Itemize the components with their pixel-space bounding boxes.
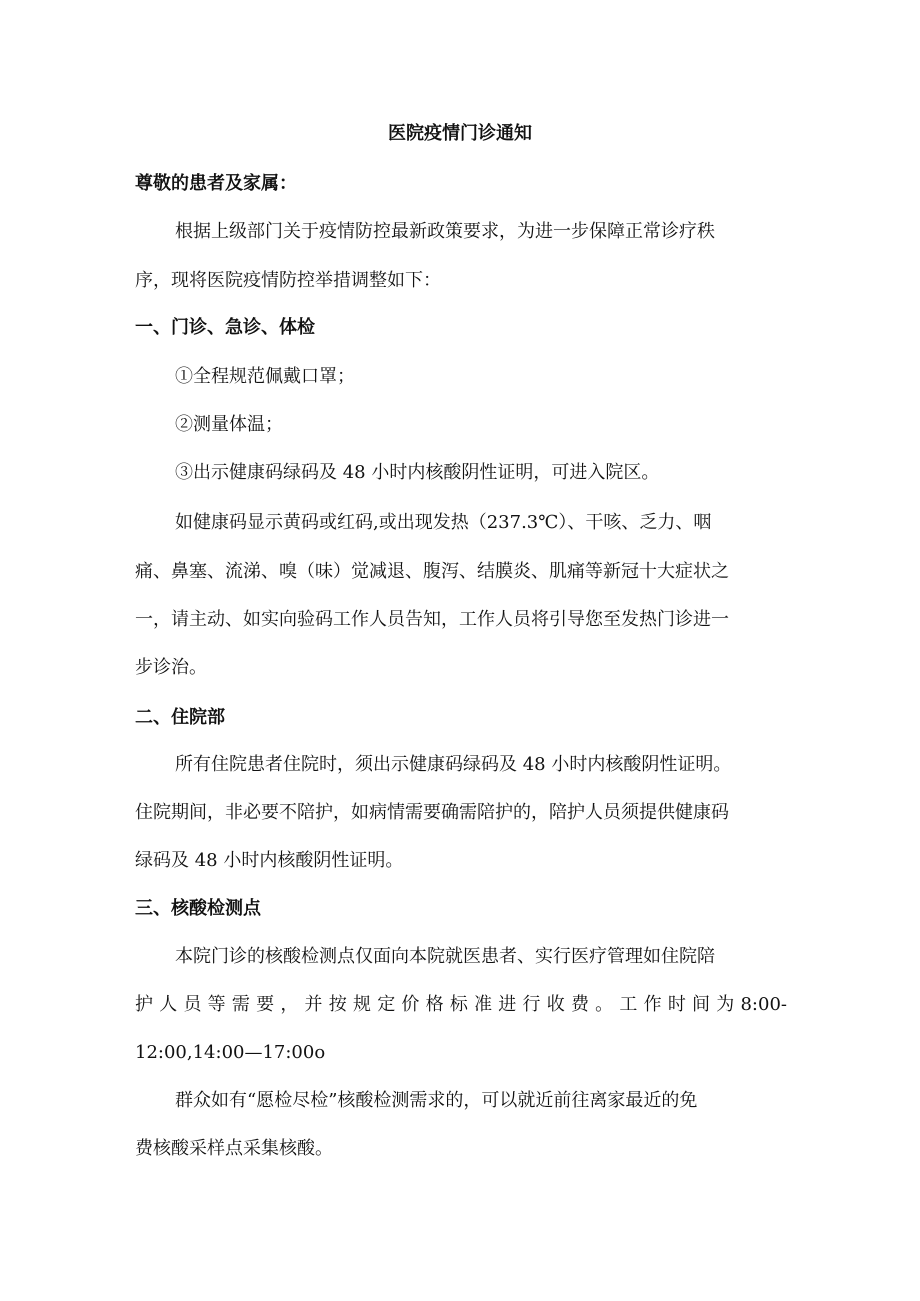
- text-fragment: 员: [183, 994, 202, 1015]
- text-fragment: 间: [692, 994, 711, 1015]
- list-item: ①全程规范佩戴口罩；: [175, 366, 355, 387]
- text-fragment: 价: [401, 994, 420, 1015]
- text-fragment: 并: [304, 994, 323, 1015]
- paragraph-line: 痛、鼻塞、流涕、嗅（味）觉减退、腹泻、结膜炎、肌痛等新冠十大症状之: [135, 561, 729, 582]
- section-heading-nucleic-acid: 三、核酸检测点: [135, 898, 261, 919]
- paragraph-line: 绿码及 48 小时内核酸阴性证明。: [135, 850, 404, 871]
- paragraph-line: 群众如有“愿检尽检”核酸检测需求的，可以就近前往离家最近的免: [175, 1090, 698, 1111]
- text-fragment: 8:00-: [740, 994, 787, 1015]
- text-fragment: 行: [522, 994, 541, 1015]
- document-title: 医院疫情门诊通知: [388, 123, 532, 144]
- text-fragment: 标: [449, 994, 468, 1015]
- text-fragment: 规: [352, 994, 371, 1015]
- text-fragment: 按: [328, 994, 347, 1015]
- text-fragment: 。: [595, 994, 614, 1015]
- text-fragment: 工: [619, 994, 638, 1015]
- paragraph-line: 如健康码显示黄码或红码,或出现发热（237.3℃）、干咳、乏力、咽: [175, 512, 712, 533]
- text-fragment: 收: [546, 994, 565, 1015]
- text-fragment: 为: [716, 994, 735, 1015]
- salutation: 尊敬的患者及家属：: [135, 173, 297, 194]
- text-fragment: 定: [377, 994, 396, 1015]
- paragraph-line: 所有住院患者住院时，须出示健康码绿码及 48 小时内核酸阴性证明。: [175, 754, 732, 775]
- intro-line: 序，现将医院疫情防控举措调整如下：: [135, 270, 441, 291]
- text-fragment: ，: [280, 994, 299, 1015]
- paragraph-line-justified: [135, 991, 787, 1019]
- paragraph-line: 步诊治。: [135, 657, 207, 678]
- paragraph-line: 一，请主动、如实向验码工作人员告知，工作人员将引导您至发热门诊进一: [135, 609, 729, 630]
- section-heading-inpatient: 二、住院部: [135, 707, 225, 728]
- text-fragment: 进: [498, 994, 517, 1015]
- paragraph-line: 住院期间，非必要不陪护，如病情需要确需陪护的，陪护人员须提供健康码: [135, 802, 729, 823]
- paragraph-line: 12:00,14:00—17:00o: [135, 1042, 326, 1063]
- list-item: ②测量体温；: [175, 414, 283, 435]
- intro-line: 根据上级部门关于疫情防控最新政策要求，为进一步保障正常诊疗秩: [175, 221, 715, 242]
- text-fragment: 需: [231, 994, 250, 1015]
- text-fragment: 格: [425, 994, 444, 1015]
- text-fragment: 费: [570, 994, 589, 1015]
- text-fragment: 护: [135, 994, 153, 1015]
- text-fragment: 要: [256, 994, 275, 1015]
- text-fragment: 准: [474, 994, 493, 1015]
- paragraph-line: 费核酸采样点采集核酸。: [135, 1138, 333, 1159]
- text-fragment: 时: [667, 994, 686, 1015]
- paragraph-line: 本院门诊的核酸检测点仅面向本院就医患者、实行医疗管理如住院陪: [175, 946, 715, 967]
- text-fragment: 作: [643, 994, 662, 1015]
- section-heading-outpatient: 一、门诊、急诊、体检: [135, 317, 315, 338]
- text-fragment: 人: [159, 994, 178, 1015]
- text-fragment: 等: [207, 994, 226, 1015]
- list-item: ③出示健康码绿码及 48 小时内核酸阴性证明，可进入院区。: [175, 462, 660, 483]
